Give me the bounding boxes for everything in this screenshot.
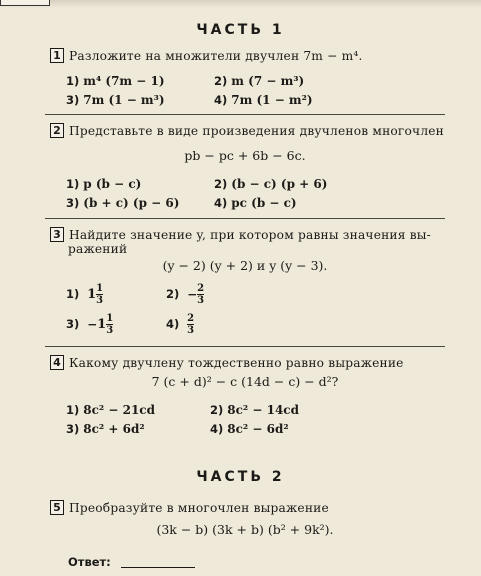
option[interactable]: 2) 8c² − 14cd [210, 403, 299, 417]
task-text: Найдите значение y, при котором равны значения вы- [69, 228, 431, 242]
option[interactable]: 2) (b − c) (p + 6) [214, 177, 328, 191]
task-text: Какому двучлену тождественно равно выражение [69, 356, 404, 370]
option[interactable]: 1) 8c² − 21cd [66, 403, 155, 417]
fraction: $\frac{2}{3}$ [197, 283, 205, 306]
option[interactable]: 3) 8c² + 6d² [66, 422, 145, 436]
corner-box [0, 0, 50, 6]
task-number: 2 [50, 123, 64, 138]
fraction: $\frac{1}{3}$ [106, 313, 114, 336]
task-number: 3 [50, 227, 64, 242]
task-5 [50, 500, 450, 515]
option[interactable]: 2) m (7 − m³) [214, 74, 305, 88]
option[interactable]: 4) 8c² − 6d² [210, 422, 289, 436]
option[interactable]: 4) pc (b − c) [214, 196, 297, 210]
task-text: Преобразуйте в многочлен выражение [69, 501, 329, 515]
separator [45, 114, 445, 115]
part2-heading: ЧАСТЬ 2 [196, 469, 285, 485]
task-expression: (y − 2) (y + 2) и y (y − 3). [162, 258, 328, 273]
task-expression: (3k − b) (3k + b) (b² + 9k²). [156, 522, 334, 537]
option[interactable]: 2) − $\frac{2}{3}$ [166, 283, 205, 306]
answer-label: Ответ: [68, 555, 111, 569]
separator [45, 218, 445, 219]
option[interactable]: 1) 1 $\frac{1}{3}$ [66, 283, 104, 306]
option[interactable]: 4) 7m (1 − m²) [214, 93, 313, 107]
task-text: Представьте в виде произведения двучленов многочлен [69, 124, 444, 138]
part1-heading: ЧАСТЬ 1 [196, 22, 285, 38]
task-number: 4 [50, 355, 64, 370]
option[interactable]: 1) m⁴ (7m − 1) [66, 74, 165, 88]
answer-row [68, 555, 195, 569]
task-text: Разложите на множители двучлен 7m − m⁴. [69, 49, 363, 63]
option[interactable]: 3) −1 $\frac{1}{3}$ [66, 313, 114, 336]
task-expression: 7 (c + d)² − c (14d − c) − d²? [151, 374, 339, 389]
option[interactable]: 1) p (b − c) [66, 177, 142, 191]
task-expression: pb − pc + 6b − 6c. [184, 148, 306, 163]
task-4 [50, 355, 450, 370]
task-1 [50, 48, 450, 63]
page-edge [0, 0, 481, 8]
option[interactable]: 3) 7m (1 − m³) [66, 93, 165, 107]
separator [45, 346, 445, 347]
task-3 [50, 227, 450, 242]
task-text-continued: ражений [68, 242, 128, 256]
option[interactable]: 4) $\frac{2}{3}$ [166, 313, 195, 336]
task-number: 1 [50, 48, 64, 63]
fraction: $\frac{1}{3}$ [96, 283, 104, 306]
fraction: $\frac{2}{3}$ [187, 313, 195, 336]
task-2 [50, 123, 450, 138]
answer-field[interactable] [121, 567, 195, 568]
option[interactable]: 3) (b + c) (p − 6) [66, 196, 180, 210]
task-number: 5 [50, 500, 64, 515]
